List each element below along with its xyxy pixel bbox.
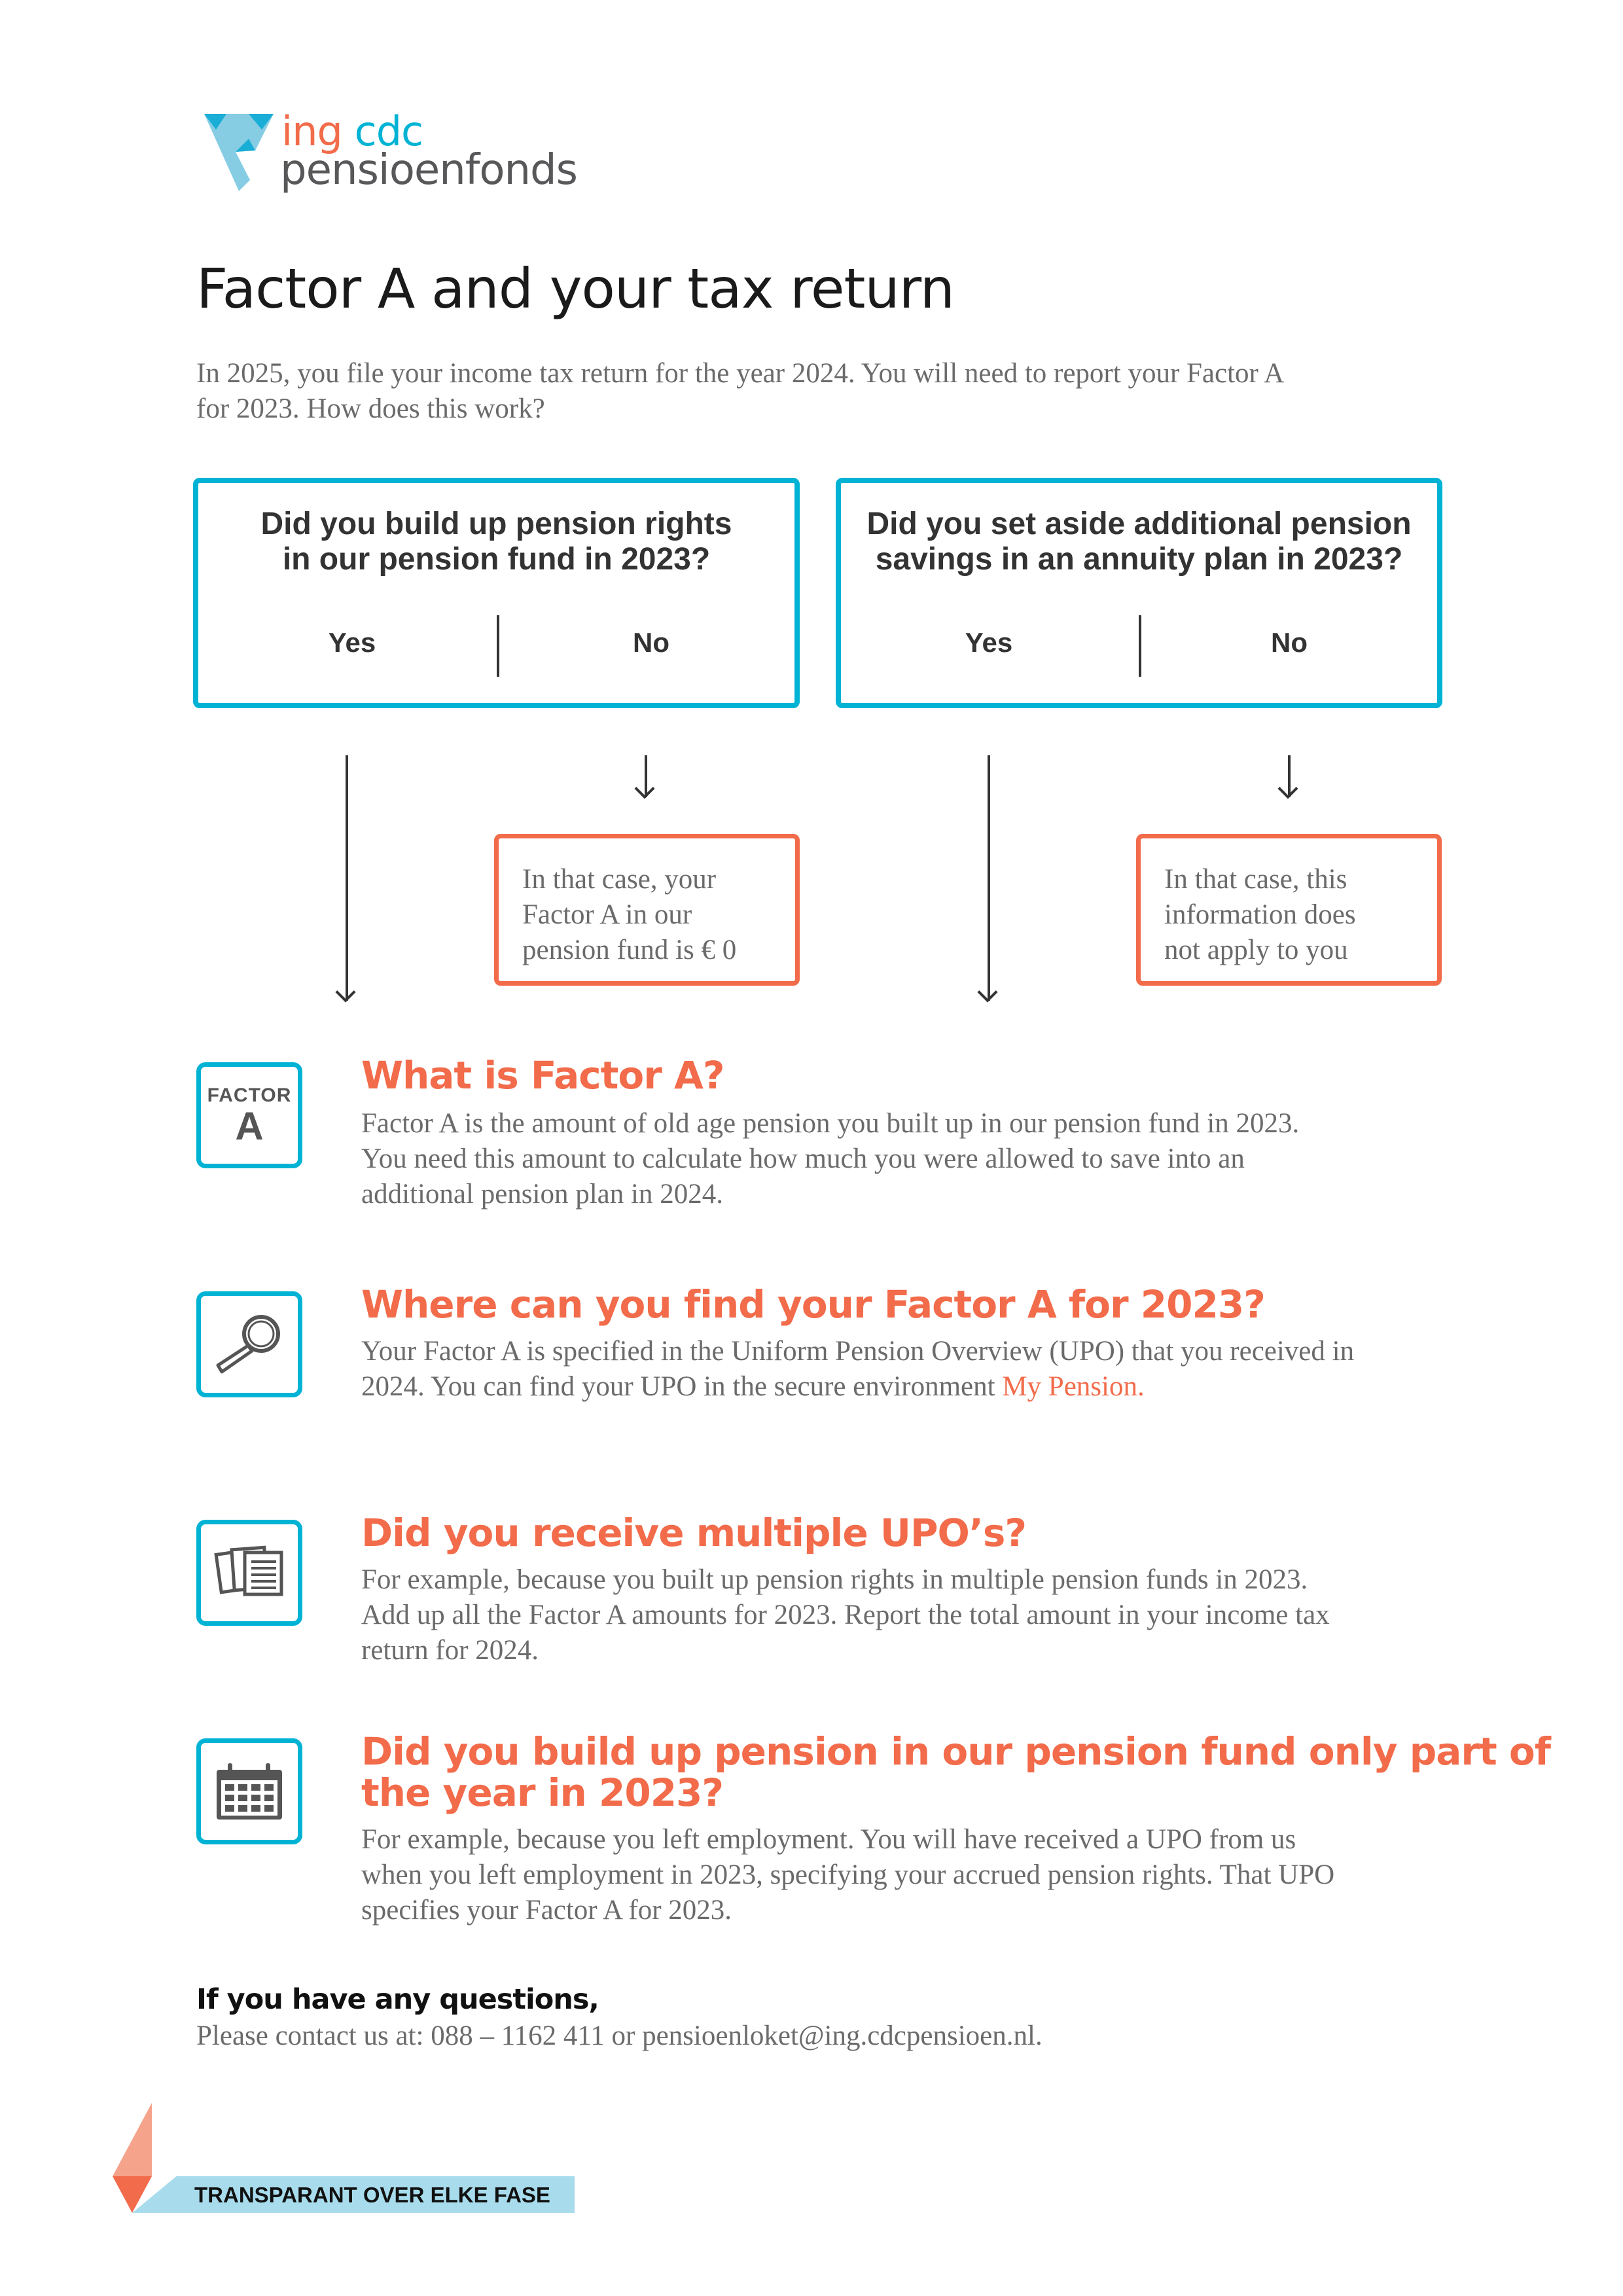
- intro-line: for 2023. How does this work?: [196, 393, 545, 424]
- page-title: Factor A and your tax return: [196, 257, 954, 321]
- logo: [203, 107, 596, 196]
- arrow-down-icon: [346, 755, 348, 1001]
- question-box-annuity: [836, 478, 1442, 708]
- section-heading: Did you receive multiple UPO’s?: [361, 1511, 1027, 1555]
- magnifier-icon: [196, 1291, 302, 1397]
- contact-heading: If you have any questions,: [196, 1983, 599, 2016]
- answer-no: No: [1271, 627, 1308, 658]
- logo-ing: ing: [281, 107, 342, 155]
- logo-mark-icon: [203, 111, 275, 193]
- intro-text: [196, 356, 1284, 427]
- answer-no: No: [633, 627, 669, 658]
- section-body: For example, because you built up pension rights in multiple pension funds in 2023. Add up all the Factor A amounts for 2023. Report the total amount in your income tax return for 2024.: [361, 1564, 1330, 1666]
- arrow-down-icon: [1288, 755, 1291, 797]
- section-heading: Where can you find your Factor A for 2023?: [361, 1282, 1265, 1327]
- factor-a-icon: FACTOR A: [196, 1062, 302, 1168]
- section-body: For example, because you left employment. You will have received a UPO from us when you left employment in 2023, specifying your accrued pension rights. That UPO specifies your Factor A for 2023.: [361, 1824, 1335, 1926]
- result-box-not-apply: In that case, this information does not apply to you: [1136, 834, 1442, 986]
- arrow-down-icon: [645, 755, 647, 797]
- question-text: Did you set aside additional pension savings in an annuity plan in 2023?: [866, 507, 1412, 577]
- footer-slogan: TRANSPARANT OVER ELKE FASE: [194, 2183, 550, 2207]
- logo-pensioenfonds: pensioenfonds: [280, 146, 577, 194]
- section-body: Your Factor A is specified in the Uniform Pension Overview (UPO) that you received in 2024. You can find your UPO in the secure environment My Pension.: [361, 1336, 1355, 1402]
- calendar-icon: [196, 1738, 302, 1844]
- section-heading: What is Factor A?: [361, 1053, 724, 1098]
- arrow-down-icon: [988, 755, 990, 1001]
- documents-icon: [196, 1520, 302, 1626]
- section-body: Factor A is the amount of old age pension you built up in our pension fund in 2023. You need this amount to calculate how much you were allowed to save into an additional pension plan in 2024.: [361, 1108, 1300, 1210]
- section-heading: Did you build up pension in our pension fund only part of the year in 2023?: [361, 1729, 1551, 1815]
- divider: [1139, 615, 1141, 677]
- divider: [497, 615, 499, 677]
- logo-cdc: cdc: [354, 107, 423, 155]
- contact-text: Please contact us at: 088 – 1162 411 or pensioenloket@ing.cdcpensioen.nl.: [196, 2020, 1043, 2051]
- result-box-factor-zero: In that case, your Factor A in our pension fund is € 0: [494, 834, 800, 986]
- my-pension-link[interactable]: My Pension.: [1002, 1371, 1145, 1402]
- question-box-pension-rights: [193, 478, 800, 708]
- answer-yes: Yes: [965, 627, 1013, 658]
- question-text: Did you build up pension rights in our pension fund in 2023?: [260, 507, 732, 577]
- intro-line: In 2025, you file your income tax return for the year 2024. You will need to report your Factor A: [196, 358, 1285, 389]
- answer-yes: Yes: [328, 627, 376, 658]
